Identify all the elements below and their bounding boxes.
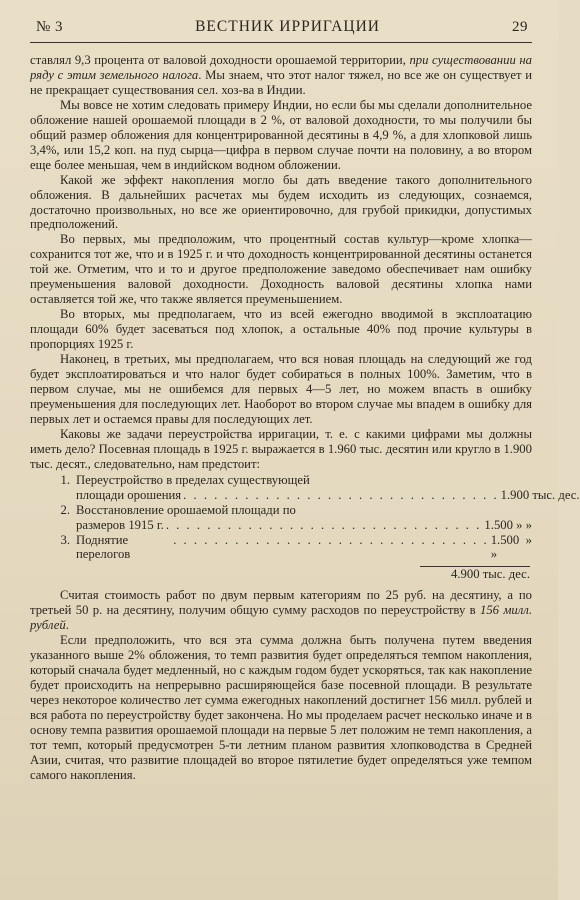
list-item: 1. Переустройство в пределах существующей <box>60 472 310 487</box>
leader-dots: . . . . . . . . . . . . . . . . . . . . . . . . . . . . . . . <box>183 487 499 502</box>
paragraph-5: Во вторых, мы предполагаем, что из всей ежегодно вводимой в эксплоатацию площади 60% будет засеваться под хлопок, а остальные 40% под прочие культуры в пропорциях 1925 г. <box>30 307 532 352</box>
paragraph-7: Каковы же задачи переустройства ирригации, т. е. с какими цифрами мы должны иметь дело? Посевная площадь в 1925 г. выражается в 1.960 тыс. десятин или кругло в 1.900 тыс. десят., следовательно, нам предстоит: <box>30 426 532 471</box>
list-item-value-row: площади орошения . . . . . . . . . . . . . . . . . . . . . . . . . . . . . . . 1.900 тыс. дес. <box>76 487 580 502</box>
page-number: 29 <box>511 19 528 35</box>
page-header <box>30 18 532 42</box>
list-item: 3. Поднятие перелогов . . . . . . . . . . . . . . . . . . . . . . . . . . . . . . . 1.500 » » <box>60 532 532 562</box>
header-rule <box>30 42 532 43</box>
leader-dots: . . . . . . . . . . . . . . . . . . . . . . . . . . . . . . . <box>173 532 489 547</box>
paragraph-4: Во первых, мы предположим, что процентный состав культур—кроме хлопка—сохранится тот же, что и в 1925 г. и что доходность концентрированной десятины останется той же. Отметим, что и то и другое предположение заведомо обеспечивает нам ошибку преуменьшения валовой доходности. Доходность валовой десятины хлопка нами оставляется той же, что также является преуменьшением. <box>30 232 532 307</box>
issue-number: № 3 <box>36 19 64 35</box>
paragraph-8: Считая стоимость работ по двум первым категориям по 25 руб. на десятину, а по третьей 50 р. на десятину, получим общую сумму расходов по переустройству в 156 милл. рублей. <box>30 588 533 633</box>
paragraph-9: Если предположить, что вся эта сумма должна быть получена путем введения указанного выше 2% обложения, то темп развития будет определяться темпом накопления, который сначала будет медленный, но с каждым годом будет ускоряться, так как накопление будет происходить на непрерывно расширяющейся базе посевной площади. В результате через некоторое количество лет сумма ежегодных накоплений достигнет 156 милл. рублей и вся работа по переустройству будет закончена. Но мы проделаем расчет несколько иначе и в основу темпа развития орошаемой площади на первые 5 лет положим не темп накопления, а тот темп, который предусмотрен 5-ти летним планом развития хлопководства в Средней Азии, считая, что развитие площадей во второе пятилетие будет определяться уже темпом самого накопления. <box>30 633 532 782</box>
list-item-value-row: размеров 1915 г. . . . . . . . . . . . . . . . . . . . . . . . . . . . . . . . 1.500 » » <box>76 517 532 532</box>
total-area: 4.900 тыс. дес. <box>451 567 530 582</box>
tasks-list <box>30 472 580 583</box>
journal-title: ВЕСТНИК ИРРИГАЦИИ <box>195 18 380 35</box>
emphasis-land-tax: при существовании на ряду с этим земельного налога <box>30 53 532 82</box>
list-item: 2. Восстановление орошаемой площади по <box>60 502 296 517</box>
paragraph-2: Мы вовсе не хотим следовать примеру Индии, но если бы мы сделали дополнительное обложение нашей орошаемой площади в 2 %, от валовой доходности, то мы получили бы общий размер обложения для концентрированной десятины в 4,9 %, а для хлопковой лишь 3,4%, или 15,2 коп. на пуд сырца—цифра в первом случае почти на половину, а во втором еще более меньшая, чем в индийском водном обложении. <box>30 97 532 172</box>
emphasis-total-cost: 156 милл. рублей <box>30 603 533 633</box>
leader-dots: . . . . . . . . . . . . . . . . . . . . . . . . . . . . . . . <box>165 517 482 532</box>
paragraph-3: Какой же эффект накопления могло бы дать введение такого дополнительного обложения. В дальнейших расчетах мы будем исходить из следующих, сознаемся, достаточно произвольных, но все же ориентировочно, для грубой прикидки, допустимых предположений. <box>30 172 532 232</box>
article-body <box>30 53 580 783</box>
paragraph-1: ставлял 9,3 процента от валовой доходности орошаемой территории, при существовании на ряду с этим земельного налога. Мы знаем, что этот налог тяжел, но все же он существует и не прекращает существования сел. хоз-ва в Индии. <box>30 53 532 97</box>
paragraph-6: Наконец, в третьих, мы предполагаем, что вся новая площадь на следующий же год будет эксплоатироваться и что налог будет собираться в полных 100%. Заметим, что в первом случае, мы не ошибемся для первых 4—5 лет, но можем впасть в ошибку преуменьшения для последующих лет. Наоборот во втором случае мы впадем в ошибку для первых лет и остаемся правы для последующих лет. <box>30 352 532 426</box>
